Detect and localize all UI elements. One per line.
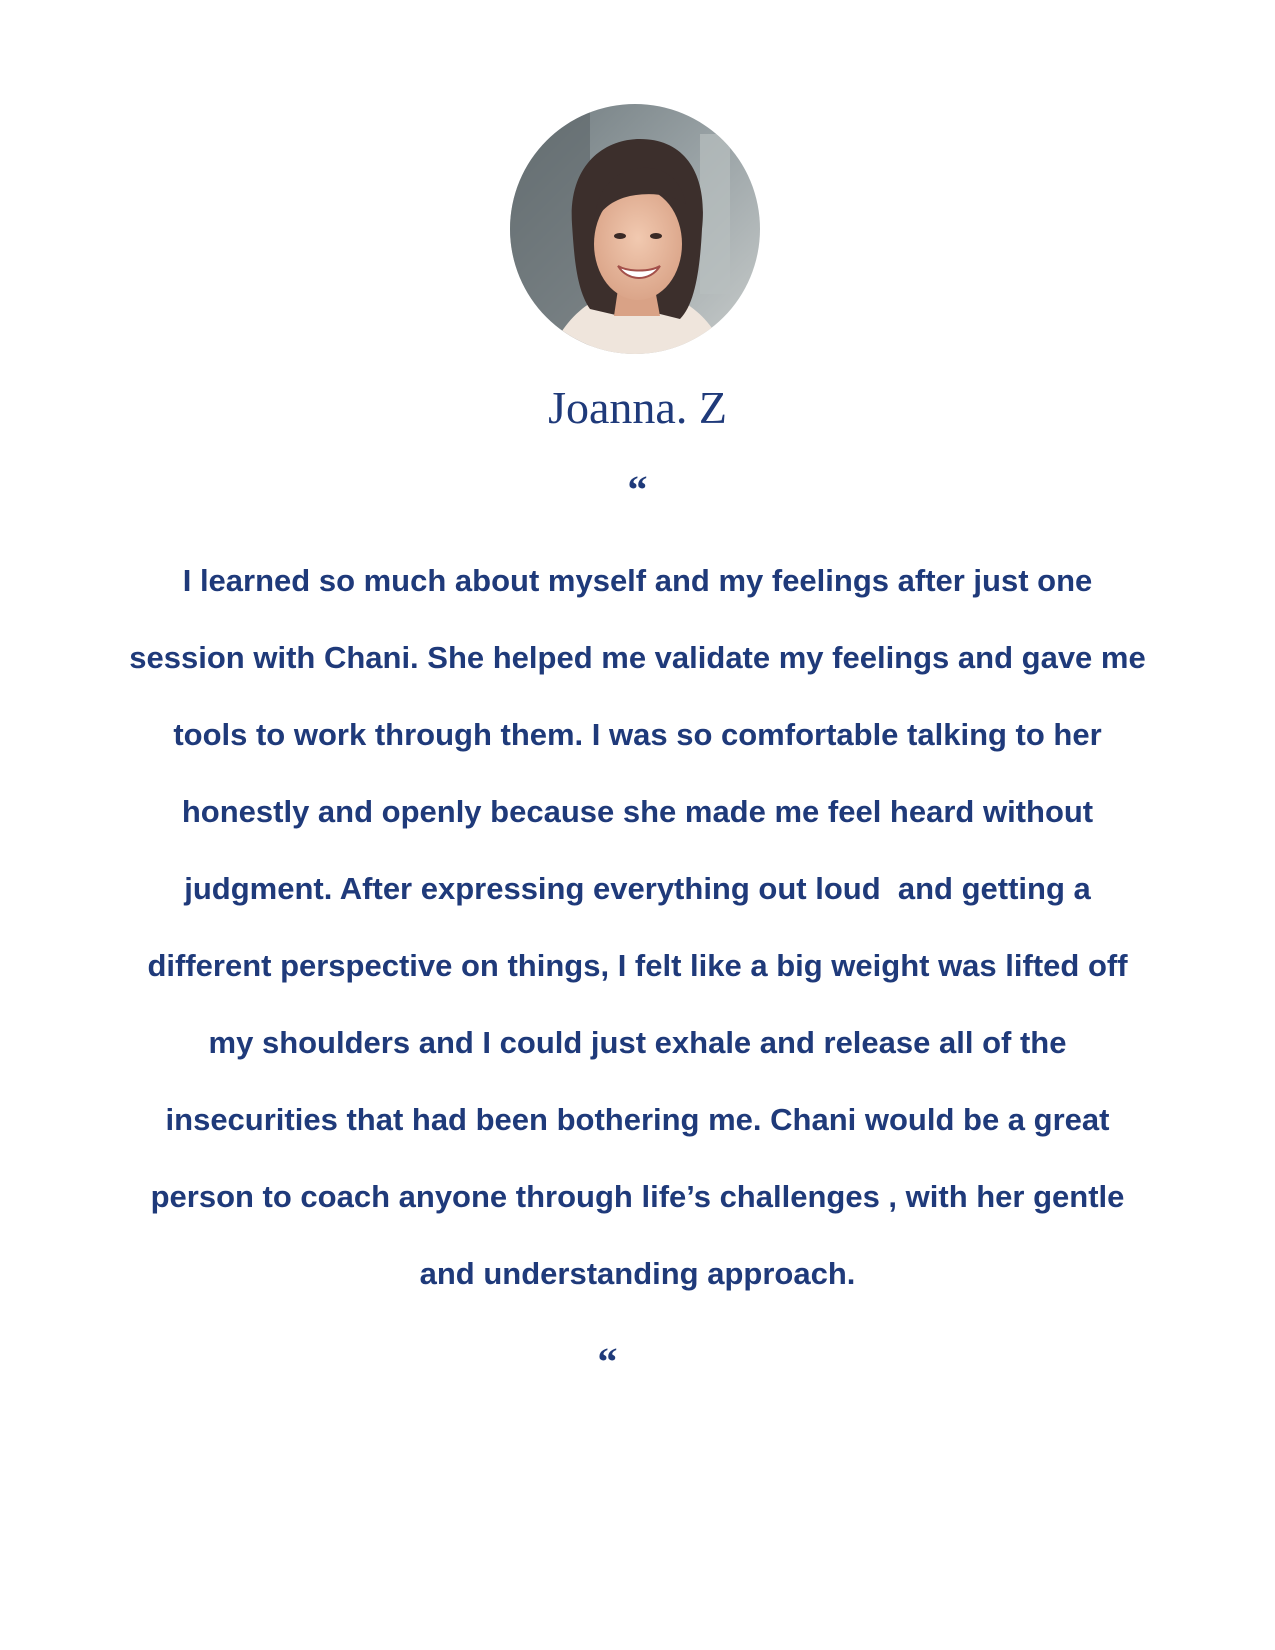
- testimonial-text: [40, 542, 1235, 1312]
- testimonial-line: insecurities that had been bothering me. Chani would be a great: [165, 1102, 1110, 1137]
- testimonial-line: honestly and openly because she made me feel heard without: [181, 794, 1094, 829]
- testimonial-line: judgment. After expressing everything out loud and getting a: [184, 871, 1091, 906]
- testimonial-line: person to coach anyone through life’s challenges , with her gentle: [150, 1179, 1125, 1214]
- testimonial-line: my shoulders and I could just exhale and release all of the: [208, 1025, 1067, 1060]
- avatar-photo: [510, 104, 760, 354]
- testimonial-line: session with Chani. She helped me validate my feelings and gave me: [129, 640, 1146, 675]
- open-quote-mark: “: [627, 467, 648, 512]
- avatar: [510, 104, 760, 354]
- testimonial-line: I learned so much about myself and my feelings after just one: [182, 563, 1093, 598]
- testimonial-line: different perspective on things, I felt like a big weight was lifted off: [147, 948, 1128, 983]
- testimonial-line: and understanding approach.: [419, 1256, 856, 1291]
- close-quote-mark: “: [597, 1339, 618, 1384]
- reviewer-name: Joanna. Z: [548, 382, 727, 433]
- testimonial-line: tools to work through them. I was so comfortable talking to her: [173, 717, 1102, 752]
